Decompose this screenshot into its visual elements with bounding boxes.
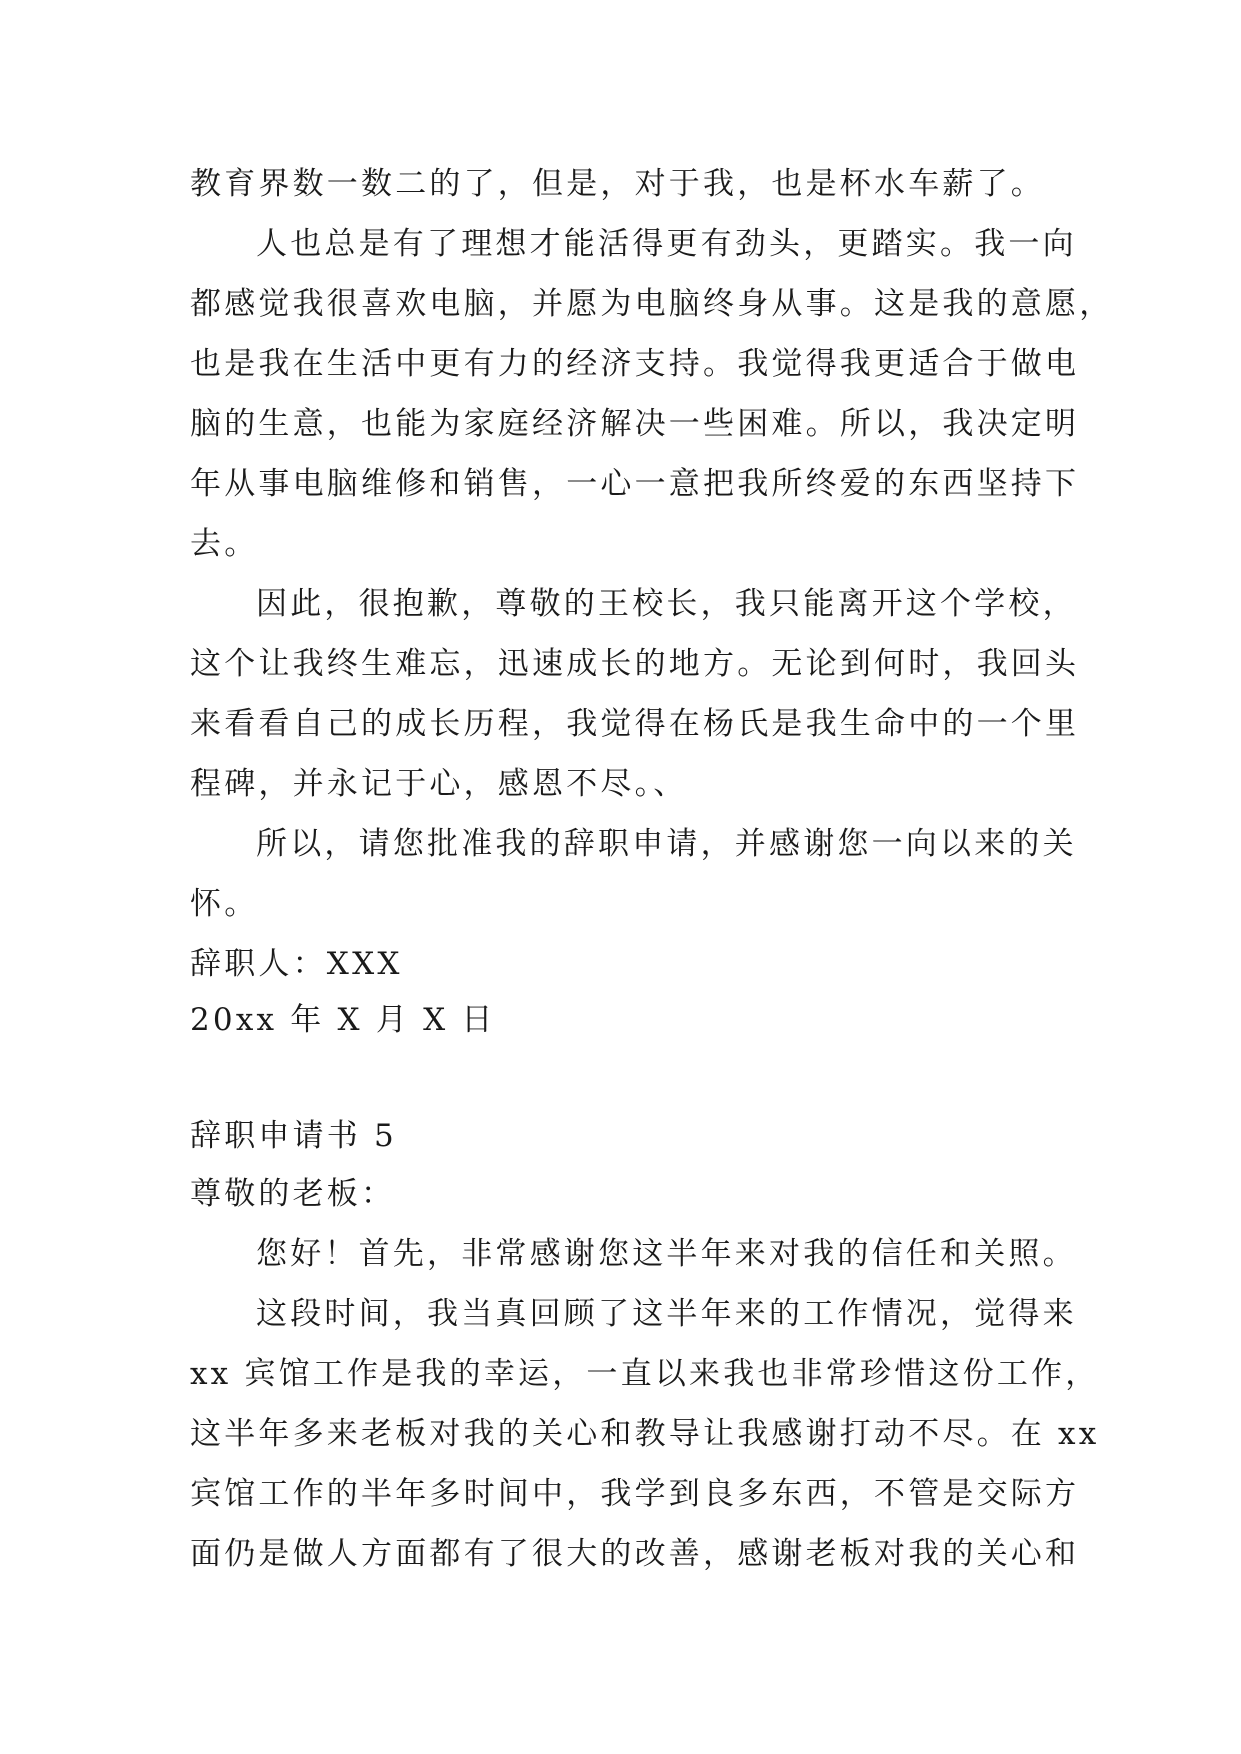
letter-salutation: 尊敬的老板： [190,1176,396,1212]
ideal-paragraph-line-1: 人也总是有了理想才能活得更有劲头，更踏实。我一向 [256,226,1077,262]
letter-greeting: 您好！首先，非常感谢您这半年来对我的信任和关照。 [256,1236,1077,1272]
continuation-line-1: 教育界数一数二的了，但是，对于我，也是杯水车薪了。 [190,166,1045,202]
ideal-paragraph-line-2: 都感觉我很喜欢电脑，并愿为电脑终身从事。这是我的意愿， [190,286,1114,322]
ideal-paragraph-line-6: 去。 [190,526,259,562]
letter-body-line-5: 面仍是做人方面都有了很大的改善，感谢老板对我的关心和 [190,1536,1080,1572]
letter-body-line-2: xx 宾馆工作是我的幸运，一直以来我也非常珍惜这份工作， [190,1356,1100,1392]
apology-paragraph-line-4: 程碑，并永记于心，感恩不尽。、 [190,766,688,802]
letter-body-line-4: 宾馆工作的半年多时间中，我学到良多东西，不管是交际方 [190,1476,1080,1512]
apology-paragraph-line-3: 来看看自己的成长历程，我觉得在杨氏是我生命中的一个里 [190,706,1080,742]
signature-date: 20xx 年 X 月 X 日 [190,1002,496,1038]
letter-heading: 辞职申请书 5 [190,1118,397,1154]
ideal-paragraph-line-3: 也是我在生活中更有力的经济支持。我觉得我更适合于做电 [190,346,1080,382]
apology-paragraph-line-1: 因此，很抱歉，尊敬的王校长，我只能离开这个学校， [256,586,1077,622]
letter-body-line-1: 这段时间，我当真回顾了这半年来的工作情况，觉得来 [256,1296,1077,1332]
letter-body-line-3: 这半年多来老板对我的关心和教导让我感谢打动不尽。在 xx [190,1416,1100,1452]
request-paragraph-line-1: 所以，请您批准我的辞职申请，并感谢您一向以来的关 [256,826,1077,862]
request-paragraph-line-2: 怀。 [190,886,259,922]
ideal-paragraph-line-4: 脑的生意，也能为家庭经济解决一些困难。所以，我决定明 [190,406,1080,442]
apology-paragraph-line-2: 这个让我终生难忘，迅速成长的地方。无论到何时，我回头 [190,646,1080,682]
ideal-paragraph-line-5: 年从事电脑维修和销售，一心一意把我所终爱的东西坚持下 [190,466,1080,502]
signature-name: 辞职人：XXX [190,946,403,982]
